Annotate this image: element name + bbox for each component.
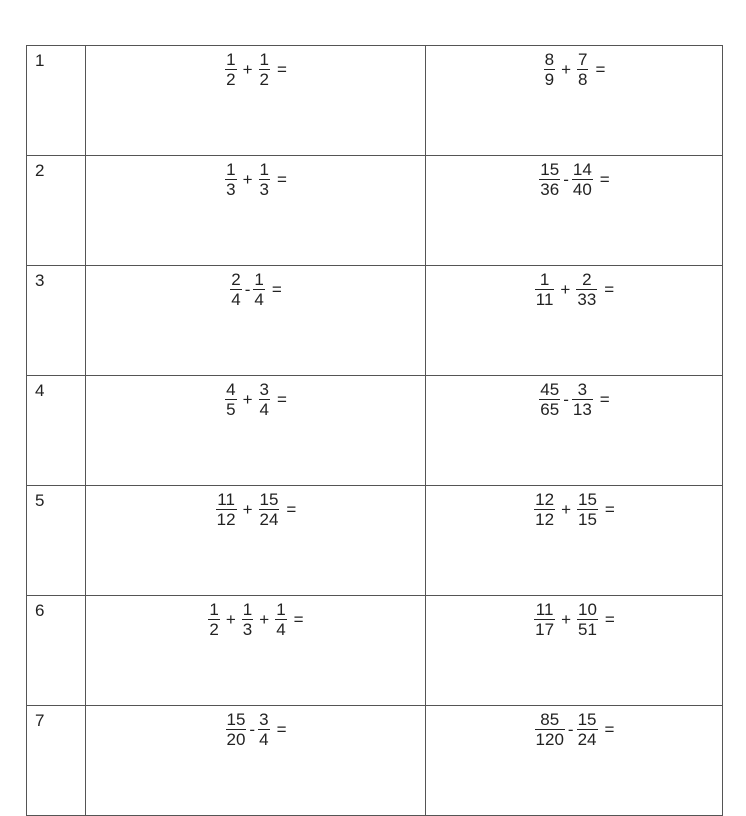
numerator: 1 [226, 160, 236, 179]
operator: + [560, 279, 571, 299]
fraction [544, 50, 555, 89]
fraction-expression [229, 270, 282, 309]
fraction [259, 380, 270, 419]
fraction [577, 490, 598, 529]
numerator: 3 [577, 380, 588, 399]
operator: - [249, 719, 256, 739]
row-number: 6 [35, 601, 45, 620]
right-problem-cell [426, 376, 723, 486]
fraction-expression [534, 270, 614, 309]
numerator: 4 [226, 380, 236, 399]
denominator: 3 [226, 180, 236, 199]
table-row [27, 596, 723, 706]
denominator: 5 [226, 400, 236, 419]
denominator: 24 [577, 730, 597, 749]
denominator: 33 [577, 290, 597, 309]
fraction [539, 160, 560, 199]
denominator: 65 [540, 400, 560, 419]
equals-sign: = [599, 389, 610, 409]
table-row [27, 486, 723, 596]
numerator: 1 [259, 50, 269, 69]
fraction [539, 380, 560, 419]
denominator: 11 [535, 290, 554, 309]
right-problem-cell [426, 266, 723, 376]
numerator: 15 [577, 710, 597, 729]
fraction [275, 600, 286, 639]
left-problem-cell [86, 706, 426, 816]
fraction-expression [224, 380, 287, 419]
numerator: 3 [259, 710, 269, 729]
numerator: 15 [578, 490, 597, 509]
numerator: 1 [539, 270, 550, 289]
fraction [535, 710, 565, 749]
fraction-expression [538, 380, 609, 419]
fraction-expression [224, 50, 287, 89]
operator: - [563, 169, 569, 189]
fraction-expression [224, 160, 287, 199]
numerator: 1 [259, 160, 269, 179]
numerator: 12 [535, 490, 555, 509]
numerator: 14 [572, 160, 592, 179]
equals-sign: = [276, 719, 287, 739]
equals-sign: = [604, 499, 615, 519]
fraction [258, 710, 269, 749]
row-number-cell [27, 266, 86, 376]
denominator: 12 [216, 510, 236, 529]
fraction [230, 270, 241, 309]
operator: + [561, 59, 571, 79]
denominator: 20 [226, 730, 246, 749]
denominator: 120 [535, 730, 564, 749]
numerator: 7 [578, 50, 588, 69]
equals-sign: = [286, 499, 297, 519]
operator: + [242, 59, 253, 79]
numerator: 1 [226, 50, 236, 69]
numerator: 15 [540, 160, 560, 179]
denominator: 13 [572, 400, 592, 419]
numerator: 3 [259, 380, 269, 399]
numerator: 8 [544, 50, 555, 69]
fraction [259, 160, 270, 199]
left-problem-cell [86, 376, 426, 486]
denominator: 2 [209, 620, 219, 639]
fraction [572, 380, 593, 419]
row-number: 5 [35, 491, 45, 510]
numerator: 2 [231, 270, 241, 289]
fraction-expression [534, 710, 615, 749]
denominator: 4 [259, 730, 269, 749]
denominator: 3 [242, 620, 253, 639]
denominator: 40 [572, 180, 592, 199]
denominator: 2 [226, 70, 236, 89]
right-problem-cell [426, 156, 723, 266]
equals-sign: = [276, 59, 287, 79]
fraction [535, 270, 555, 309]
equals-sign: = [604, 719, 615, 739]
operator: - [244, 279, 251, 299]
denominator: 4 [276, 620, 286, 639]
fraction [216, 490, 237, 529]
fraction [534, 490, 555, 529]
operator: + [242, 499, 253, 519]
equals-sign: = [595, 59, 606, 79]
fraction-expression [538, 160, 609, 199]
fraction-expression [225, 710, 287, 749]
numerator: 1 [209, 600, 219, 619]
row-number: 7 [35, 711, 45, 730]
fraction [259, 490, 280, 529]
left-problem-cell [86, 156, 426, 266]
left-problem-cell [86, 266, 426, 376]
row-number-cell [27, 706, 86, 816]
numerator: 11 [535, 600, 554, 619]
table-row [27, 156, 723, 266]
fraction [572, 160, 593, 199]
row-number: 3 [35, 271, 45, 290]
fraction [208, 600, 219, 639]
numerator: 1 [276, 600, 286, 619]
row-number: 2 [35, 161, 45, 180]
right-problem-cell [426, 706, 723, 816]
table-row [27, 46, 723, 156]
fraction-expression [207, 600, 303, 639]
operator: + [242, 389, 253, 409]
row-number: 1 [35, 51, 45, 70]
fraction-expression [533, 490, 615, 529]
row-number-cell [27, 596, 86, 706]
numerator: 1 [254, 270, 264, 289]
denominator: 24 [259, 510, 279, 529]
fraction-expression [543, 50, 606, 89]
equals-sign: = [276, 169, 287, 189]
fraction-expression [215, 490, 297, 529]
denominator: 4 [254, 290, 264, 309]
denominator: 12 [535, 510, 555, 529]
numerator: 1 [242, 600, 253, 619]
fraction [225, 50, 236, 89]
fraction [242, 600, 253, 639]
denominator: 4 [231, 290, 241, 309]
right-problem-cell [426, 596, 723, 706]
operator: + [561, 609, 571, 629]
fraction [577, 710, 598, 749]
row-number: 4 [35, 381, 45, 400]
equals-sign: = [293, 609, 304, 629]
equals-sign: = [604, 279, 615, 299]
right-problem-cell [426, 486, 723, 596]
fraction [259, 50, 270, 89]
fraction [577, 600, 598, 639]
numerator: 15 [259, 490, 279, 509]
row-number-cell [27, 376, 86, 486]
numerator: 45 [540, 380, 560, 399]
row-number-cell [27, 156, 86, 266]
numerator: 10 [578, 600, 597, 619]
fraction [576, 270, 597, 309]
operator: + [259, 609, 270, 629]
row-number-cell [27, 486, 86, 596]
fraction [577, 50, 588, 89]
fraction [225, 380, 236, 419]
equals-sign: = [604, 609, 615, 629]
fraction-expression [533, 600, 615, 639]
denominator: 3 [259, 180, 269, 199]
denominator: 36 [540, 180, 560, 199]
right-problem-cell [426, 46, 723, 156]
table-row [27, 376, 723, 486]
equals-sign: = [271, 279, 282, 299]
equals-sign: = [599, 169, 610, 189]
fraction [225, 160, 236, 199]
row-number-cell [27, 46, 86, 156]
fraction [253, 270, 264, 309]
numerator: 11 [217, 490, 235, 509]
operator: - [563, 389, 569, 409]
denominator: 4 [259, 400, 269, 419]
denominator: 15 [578, 510, 597, 529]
fraction-worksheet-table [26, 45, 723, 816]
denominator: 8 [578, 70, 588, 89]
numerator: 2 [582, 270, 592, 289]
denominator: 9 [544, 70, 555, 89]
equals-sign: = [276, 389, 287, 409]
denominator: 51 [578, 620, 597, 639]
operator: + [242, 169, 253, 189]
numerator: 85 [540, 710, 560, 729]
denominator: 2 [259, 70, 269, 89]
table-row [27, 706, 723, 816]
operator: - [567, 719, 574, 739]
fraction [226, 710, 247, 749]
fraction [534, 600, 555, 639]
left-problem-cell [86, 46, 426, 156]
denominator: 17 [535, 620, 555, 639]
numerator: 15 [226, 710, 246, 729]
operator: + [561, 499, 571, 519]
operator: + [225, 609, 236, 629]
table-row [27, 266, 723, 376]
left-problem-cell [86, 486, 426, 596]
left-problem-cell [86, 596, 426, 706]
